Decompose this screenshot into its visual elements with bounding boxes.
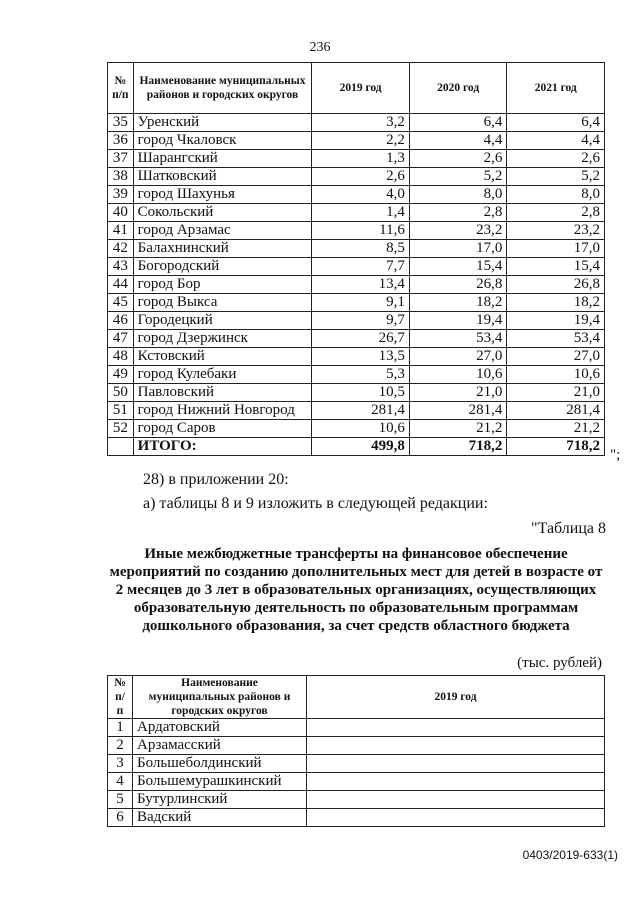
cell-name: Городецкий <box>133 312 312 330</box>
cell-y2021: 27,0 <box>507 348 605 366</box>
table-row <box>108 384 605 402</box>
cell-name: город Арзамас <box>133 222 312 240</box>
header-2019: 2019 год <box>312 63 410 114</box>
table-body <box>108 719 605 827</box>
table-row <box>108 402 605 420</box>
cell-name: Сокольский <box>133 204 312 222</box>
cell-y2019: 4,0 <box>312 186 410 204</box>
cell-y2019: 5,3 <box>312 366 410 384</box>
cell-y2021: 18,2 <box>507 294 605 312</box>
units-label: (тыс. рублей) <box>517 655 602 671</box>
cell-y2020: 21,0 <box>409 384 507 402</box>
cell-name: Большемурашкинский <box>133 773 307 791</box>
total-2019: 499,8 <box>312 438 410 456</box>
cell-y2019: 10,5 <box>312 384 410 402</box>
cell-2019 <box>307 809 605 827</box>
cell-y2019: 26,7 <box>312 330 410 348</box>
cell-y2019: 2,6 <box>312 168 410 186</box>
table-header-row <box>108 676 605 719</box>
cell-num: 43 <box>108 258 134 276</box>
cell-name: Шарангский <box>133 150 312 168</box>
cell-num: 49 <box>108 366 134 384</box>
table-caption: "Таблица 8 <box>531 520 606 537</box>
cell-y2020: 18,2 <box>409 294 507 312</box>
table-row <box>108 294 605 312</box>
cell-num: 42 <box>108 240 134 258</box>
cell-y2020: 23,2 <box>409 222 507 240</box>
header-2019: 2019 год <box>307 676 605 719</box>
cell-y2020: 19,4 <box>409 312 507 330</box>
cell-num: 2 <box>108 737 133 755</box>
cell-name: город Нижний Новгород <box>133 402 312 420</box>
cell-num: 45 <box>108 294 134 312</box>
cell-num: 35 <box>108 114 134 132</box>
cell-y2021: 17,0 <box>507 240 605 258</box>
cell-y2021: 15,4 <box>507 258 605 276</box>
cell-y2020: 17,0 <box>409 240 507 258</box>
cell-y2021: 53,4 <box>507 330 605 348</box>
cell-y2021: 281,4 <box>507 402 605 420</box>
cell-name: Уренский <box>133 114 312 132</box>
cell-y2021: 21,2 <box>507 420 605 438</box>
cell-name: город Саров <box>133 420 312 438</box>
cell-y2020: 8,0 <box>409 186 507 204</box>
table-body <box>108 114 605 438</box>
cell-y2021: 21,0 <box>507 384 605 402</box>
table-row <box>108 276 605 294</box>
table-row <box>108 348 605 366</box>
cell-y2021: 26,8 <box>507 276 605 294</box>
table-row <box>108 809 605 827</box>
header-name: Наименование муниципальных районов и городских округов <box>133 63 312 114</box>
table-row <box>108 719 605 737</box>
cell-name: город Чкаловск <box>133 132 312 150</box>
table-row <box>108 168 605 186</box>
cell-y2021: 2,6 <box>507 150 605 168</box>
cell-name: город Кулебаки <box>133 366 312 384</box>
cell-y2020: 21,2 <box>409 420 507 438</box>
cell-num: 48 <box>108 348 134 366</box>
cell-y2020: 6,4 <box>409 114 507 132</box>
cell-y2021: 10,6 <box>507 366 605 384</box>
cell-num: 47 <box>108 330 134 348</box>
cell-name: Кстовский <box>133 348 312 366</box>
cell-y2020: 53,4 <box>409 330 507 348</box>
table-row <box>108 240 605 258</box>
table-closing-quote: "; <box>610 447 621 463</box>
cell-name: Арзамасский <box>133 737 307 755</box>
cell-y2020: 281,4 <box>409 402 507 420</box>
cell-num: 5 <box>108 791 133 809</box>
table-row <box>108 420 605 438</box>
cell-y2019: 9,1 <box>312 294 410 312</box>
cell-name: Большеболдинский <box>133 755 307 773</box>
cell-y2019: 10,6 <box>312 420 410 438</box>
cell-y2021: 23,2 <box>507 222 605 240</box>
cell-num: 40 <box>108 204 134 222</box>
table-row <box>108 150 605 168</box>
cell-num: 50 <box>108 384 134 402</box>
total-2020: 718,2 <box>409 438 507 456</box>
table-row <box>108 312 605 330</box>
table-row <box>108 791 605 809</box>
cell-y2019: 1,3 <box>312 150 410 168</box>
cell-2019 <box>307 791 605 809</box>
cell-y2020: 5,2 <box>409 168 507 186</box>
cell-y2021: 6,4 <box>507 114 605 132</box>
cell-num: 1 <box>108 719 133 737</box>
transfers-table-continued <box>107 62 605 456</box>
table-row <box>108 132 605 150</box>
cell-num: 37 <box>108 150 134 168</box>
cell-y2020: 2,8 <box>409 204 507 222</box>
cell-y2020: 4,4 <box>409 132 507 150</box>
table-row <box>108 222 605 240</box>
cell-num: 38 <box>108 168 134 186</box>
cell-name: город Выкса <box>133 294 312 312</box>
cell-y2020: 10,6 <box>409 366 507 384</box>
table-row <box>108 114 605 132</box>
cell-name: Шатковский <box>133 168 312 186</box>
cell-name: Вадский <box>133 809 307 827</box>
header-num: № п/п <box>108 676 133 719</box>
cell-num: 52 <box>108 420 134 438</box>
document-code: 0403/2019-633(1) <box>522 848 618 862</box>
cell-y2019: 7,7 <box>312 258 410 276</box>
cell-name: город Дзержинск <box>133 330 312 348</box>
cell-y2021: 8,0 <box>507 186 605 204</box>
cell-y2019: 13,4 <box>312 276 410 294</box>
cell-num: 51 <box>108 402 134 420</box>
table-row <box>108 755 605 773</box>
cell-y2019: 13,5 <box>312 348 410 366</box>
transfers-table-8 <box>107 675 605 827</box>
cell-y2020: 15,4 <box>409 258 507 276</box>
cell-name: Павловский <box>133 384 312 402</box>
cell-num: 4 <box>108 773 133 791</box>
table-row <box>108 204 605 222</box>
cell-y2021: 19,4 <box>507 312 605 330</box>
cell-2019 <box>307 755 605 773</box>
cell-2019 <box>307 773 605 791</box>
cell-y2020: 26,8 <box>409 276 507 294</box>
cell-y2021: 2,8 <box>507 204 605 222</box>
cell-name: Балахнинский <box>133 240 312 258</box>
cell-name: Ардатовский <box>133 719 307 737</box>
cell-num: 36 <box>108 132 134 150</box>
cell-name: город Шахунья <box>133 186 312 204</box>
cell-y2019: 11,6 <box>312 222 410 240</box>
table-title: Иные межбюджетные трансферты на финансовое обеспечение мероприятий по созданию дополнительных мест для детей в возрасте от 2 месяцев до 3 лет в образовательных организациях, осуществляющих образовательную деятельность по образовательным программам дошкольного образования, за счет средств областного бюджета <box>109 546 603 634</box>
cell-y2019: 281,4 <box>312 402 410 420</box>
cell-y2021: 5,2 <box>507 168 605 186</box>
table-header-row <box>108 63 605 114</box>
cell-y2019: 8,5 <box>312 240 410 258</box>
cell-num: 41 <box>108 222 134 240</box>
cell-y2019: 2,2 <box>312 132 410 150</box>
header-name: Наименование муниципальных районов и городских округов <box>133 676 307 719</box>
cell-y2019: 9,7 <box>312 312 410 330</box>
cell-name: город Бор <box>133 276 312 294</box>
paragraph-a: а) таблицы 8 и 9 изложить в следующей редакции: <box>143 495 488 512</box>
cell-y2019: 3,2 <box>312 114 410 132</box>
header-2021: 2021 год <box>507 63 605 114</box>
header-2020: 2020 год <box>409 63 507 114</box>
paragraph-28: 28) в приложении 20: <box>143 471 289 488</box>
cell-2019 <box>307 737 605 755</box>
cell-num: 46 <box>108 312 134 330</box>
cell-num: 6 <box>108 809 133 827</box>
cell-num: 3 <box>108 755 133 773</box>
cell-name: Богородский <box>133 258 312 276</box>
total-2021: 718,2 <box>507 438 605 456</box>
table-row <box>108 330 605 348</box>
table-row <box>108 258 605 276</box>
cell-y2020: 27,0 <box>409 348 507 366</box>
cell-y2021: 4,4 <box>507 132 605 150</box>
total-row <box>108 438 605 456</box>
table-row <box>108 773 605 791</box>
total-label: ИТОГО: <box>133 438 312 456</box>
cell-y2019: 1,4 <box>312 204 410 222</box>
header-num: № п/п <box>108 63 134 114</box>
cell-y2020: 2,6 <box>409 150 507 168</box>
page-number: 236 <box>309 40 331 55</box>
cell-2019 <box>307 719 605 737</box>
total-num <box>108 438 134 456</box>
table-row <box>108 366 605 384</box>
cell-num: 39 <box>108 186 134 204</box>
cell-name: Бутурлинский <box>133 791 307 809</box>
table-row <box>108 186 605 204</box>
cell-num: 44 <box>108 276 134 294</box>
table-row <box>108 737 605 755</box>
